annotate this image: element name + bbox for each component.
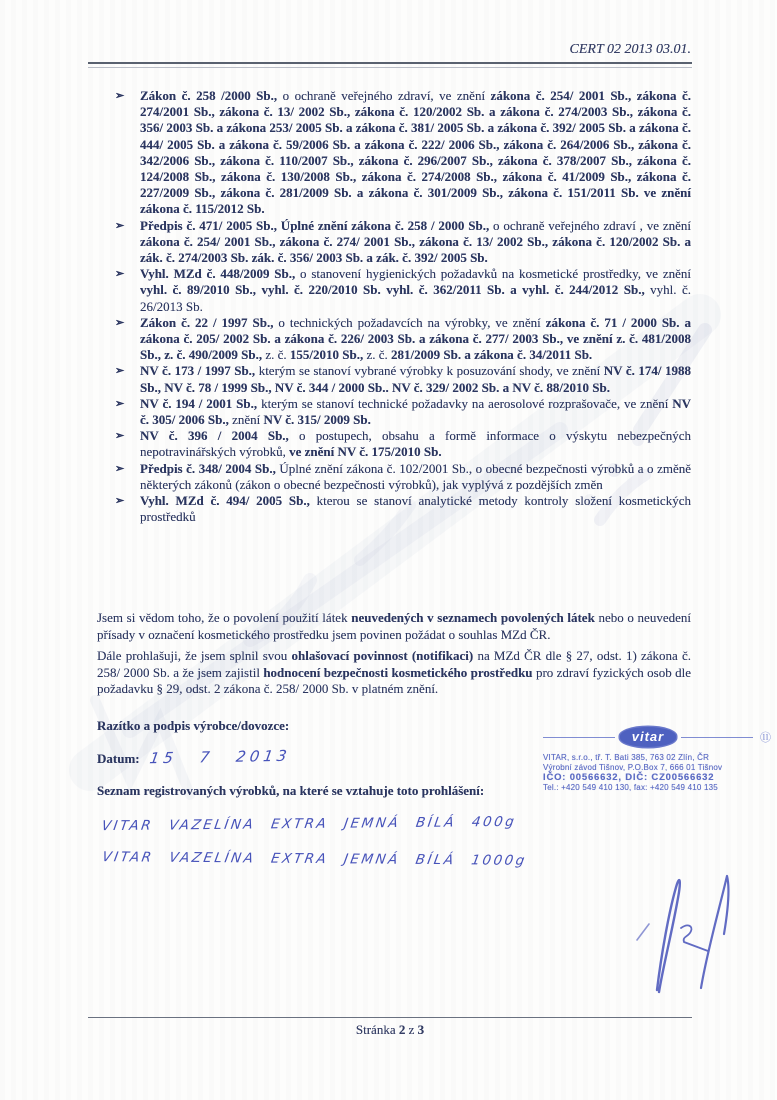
list-item [97,493,691,525]
stamp-badge-icon: ⑪ [760,732,771,744]
arrow-bullet-icon: ➢ [115,430,125,443]
stamp-address-line: VITAR, s.r.o., tř. T. Bati 385, 763 02 Zlín, ČR [543,753,710,762]
law-list [97,88,691,525]
list-item-text: Zákon č. 22 / 1997 Sb., o technických požadavcích na výrobky, ve znění zákona č. 71 / 2000 Sb. a zákona č. 205/ 2002 Sb. a zákona č. 226/ 2003 Sb. a zákona č. 277/ 2003 Sb., ve znění z. č. 481/2008 Sb., z. č. 490/2009 Sb., z. č. 155/2010 Sb., z. č. 281/2009 Sb. a zákona č. 34/2011 Sb. [140,314,691,363]
list-item [97,461,691,493]
stamp-signature-label: Razítko a podpis výrobce/dovozce: [97,718,290,733]
arrow-bullet-icon: ➢ [115,462,125,475]
arrow-bullet-icon: ➢ [115,495,125,508]
stamp-ico-dic-line: IČO: 00566632, DIČ: CZ00566632 [543,772,715,783]
arrow-bullet-icon: ➢ [115,219,125,232]
list-item [97,363,691,395]
vitar-logo: ˇ vitar [620,727,676,747]
company-stamp [543,724,771,793]
stamp-rule-right [681,737,753,738]
list-item [97,315,691,364]
list-item [97,218,691,267]
handwritten-product-line: VITAR VAZELÍNA EXTRA JEMNÁ BÍLÁ 400g [100,813,518,835]
document-code: CERT 02 2013 03.01. [569,42,691,57]
handwritten-signature [635,862,745,997]
footer-divider [88,1017,692,1018]
list-item-text: Vyhl. MZd č. 448/2009 Sb., o stanovení hygienických požadavků na kosmetické prostředky, ve znění vyhl. č. 89/2010 Sb., vyhl. č. 220/2010 Sb. vyhl. č. 362/2011 Sb. a vyhl. č. 244/2012 Sb., vyhl. č. 26/2013 Sb. [140,266,691,314]
registered-products-label: Seznam registrovaných výrobků, na které se vztahuje toto prohlášení: [97,783,485,798]
page-number: Stránka 2 z 3 [355,1022,425,1037]
date-label: Datum: [97,751,140,766]
arrow-bullet-icon: ➢ [115,268,125,281]
arrow-bullet-icon: ➢ [115,397,125,410]
list-item-text: Vyhl. MZd č. 494/ 2005 Sb., kterou se stanoví analytické metody kontroly složení kosmetických prostředků [140,493,691,525]
declaration-paragraph: Jsem si vědom toho, že o povolení použití látek neuvedených v seznamech povolených látek nebo o neuvedení přísady v označení kosmetického prostředku jsem povinen požádat o souhlas MZd ČR. [97,610,691,642]
list-item-text: NV č. 396 / 2004 Sb., o postupech, obsahu a formě informace o výskytu nebezpečných nepotravinářských výrobků, ve znění NV č. 175/2010 Sb. [140,428,691,460]
list-item-text: Předpis č. 471/ 2005 Sb., Úplné znění zákona č. 258 / 2000 Sb., o ochraně veřejného zdraví , ve znění zákona č. 254/ 2001 Sb., zákona č. 274/ 2001 Sb., zákona č. 13/ 2002 Sb., zákona č. 120/2002 Sb. a zák. č. 274/2003 Sb. zák. č. 356/ 2003 Sb. a zák. č. 392/ 2005 Sb. [140,217,691,266]
arrow-bullet-icon: ➢ [115,90,125,102]
list-item-text: NV č. 194 / 2001 Sb., kterým se stanoví technické požadavky na aerosolové rozprašovače, ve znění NV č. 305/ 2006 Sb., znění NV č. 315/ 2009 Sb. [140,395,692,428]
handwritten-product-line: VITAR VAZELÍNA EXTRA JEMNÁ BÍLÁ 1000g [100,849,529,869]
stamp-rule-left [543,737,615,738]
logo-crown-icon: ˇ [646,724,650,730]
list-item [97,428,691,460]
handwritten-date: 15 7 2013 [148,746,292,768]
list-item [97,88,691,218]
stamp-address-line: Výrobní závod Tišnov, P.O.Box 7, 666 01 Tišnov [543,762,723,772]
arrow-bullet-icon: ➢ [115,316,125,329]
arrow-bullet-icon: ➢ [115,365,125,378]
stamp-phone-line: Tel.: +420 549 410 130, fax: +420 549 410 135 [543,783,718,792]
list-item-text: NV č. 173 / 1997 Sb., kterým se stanoví vybrané výrobky k posuzování shody, ve znění NV č. 174/ 1988 Sb., NV č. 78 / 1999 Sb., NV č. 344 / 2000 Sb.. NV č. 329/ 2002 Sb. a NV č. 88/2010 Sb. [140,363,691,395]
list-item [97,266,691,315]
list-item [97,396,691,428]
header-divider [88,62,692,68]
list-item-text: Předpis č. 348/ 2004 Sb., Úplné znění zákona č. 102/2001 Sb., o obecné bezpečnosti výrobků a o změně některých zákonů (zákon o obecné bezpečnosti výrobků), jak vyplývá z pozdějších změn [140,460,691,492]
list-item-text: Zákon č. 258 /2000 Sb., o ochraně veřejného zdraví, ve znění zákona č. 254/ 2001 Sb., zákona č. 274/2001 Sb., zákona č. 13/ 2002 Sb., zákona č. 120/2002 Sb. a zákona č. 274/2003 Sb., zákona č. 356/ 2003 Sb. a zákona 253/ 2005 Sb. a zákona č. 381/ 2005 Sb. a zákona č. 392/ 2005 Sb. a zákona č. 444/ 2005 Sb. a zákona č. 59/2006 Sb. a zákona č. 222/ 2006 Sb., zákona č. 264/2006 Sb., zákona č. 342/2006 Sb., zákona č. 110/2007 Sb., zákona č. 296/2007 Sb., zákona č. 378/2007 Sb., zákona č. 124/2008 Sb., zákona č. 130/2008 Sb., zákona č. 274/2008 Sb., zákona č. 41/2009 Sb., zákona č. 227/2009 Sb., zákona č. 281/2009 Sb. a zákona č. 301/2009 Sb., zákona č. 151/2011 Sb. ve znění zákona č. 115/2012 Sb. [140,88,691,217]
declaration-paragraph: Dále prohlašuji, že jsem splnil svou ohlašovací povinnost (notifikaci) na MZd ČR dle § 27, odst. 1) zákona č. 258/ 2000 Sb. a že jsem zajistil hodnocení bezpečnosti kosmetického prostředku pro zdraví fyzických osob dle požadavku § 29, odst. 2 zákona č. 258/ 2000 Sb. v platném znění. [97,648,691,697]
